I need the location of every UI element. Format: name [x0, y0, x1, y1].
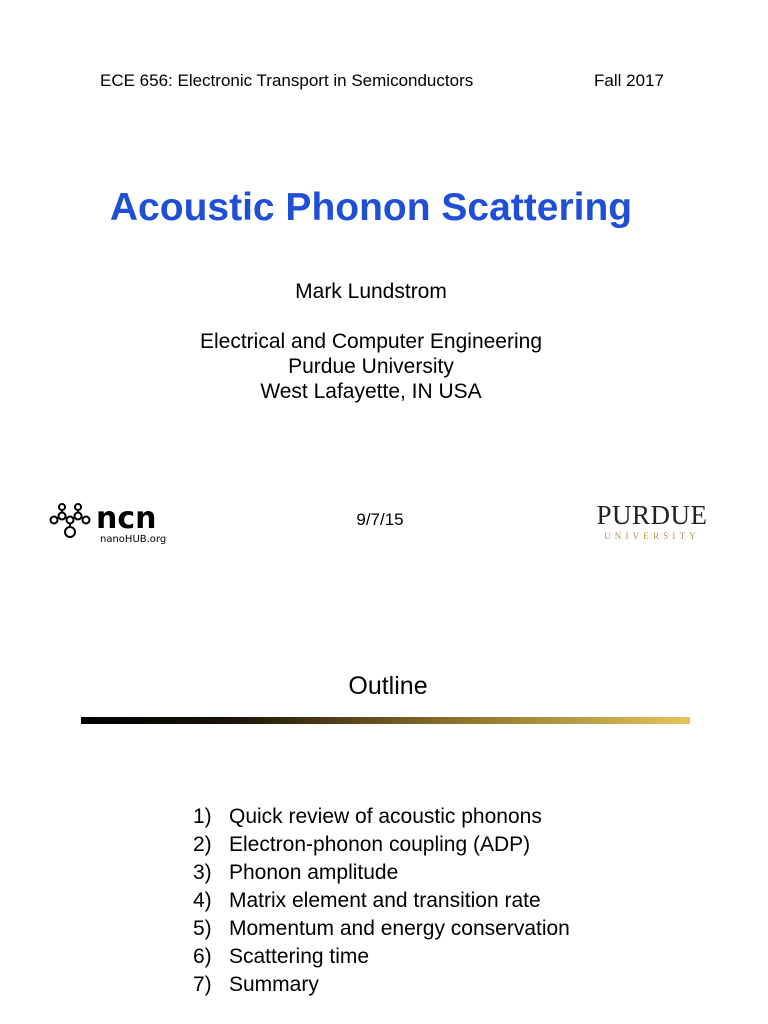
purdue-university-wordmark: UNIVERSITY	[604, 531, 700, 541]
outline-item-text: Summary	[229, 973, 319, 996]
outline-item-text: Scattering time	[229, 945, 370, 968]
outline-item-text: Matrix element and transition rate	[229, 889, 541, 912]
outline-divider	[81, 717, 690, 724]
outline-item-text: Quick review of acoustic phonons	[229, 805, 542, 828]
outline-item	[193, 887, 570, 915]
affiliation-block	[0, 329, 742, 404]
author-name: Mark Lundstrom	[295, 280, 447, 303]
outline-item	[193, 943, 570, 971]
affiliation-line-university: Purdue University	[288, 355, 454, 378]
affiliation-line-department: Electrical and Computer Engineering	[199, 330, 543, 353]
outline-item	[193, 803, 570, 831]
course-header: ECE 656: Electronic Transport in Semiconductors	[100, 71, 474, 90]
ncn-molecule-icon	[48, 498, 178, 546]
outline-item-number: 1)	[193, 805, 212, 828]
purdue-logo	[590, 500, 714, 544]
outline-item-text: Phonon amplitude	[229, 861, 399, 884]
affiliation-line-location: West Lafayette, IN USA	[260, 380, 482, 403]
nanohub-wordmark: nanoHUB.org	[100, 534, 167, 545]
term-header: Fall 2017	[594, 71, 664, 90]
outline-item-text: Momentum and energy conservation	[229, 917, 570, 940]
outline-item	[193, 915, 570, 943]
outline-heading: Outline	[348, 672, 428, 700]
outline-item-number: 7)	[193, 973, 212, 996]
outline-item-number: 3)	[193, 861, 212, 884]
ncn-wordmark: ncn	[96, 501, 157, 536]
ncn-nanohub-logo	[48, 498, 178, 546]
outline-item-number: 5)	[193, 917, 212, 940]
slide-title: Acoustic Phonon Scattering	[109, 186, 633, 229]
outline-list	[193, 803, 570, 999]
outline-item-text: Electron-phonon coupling (ADP)	[229, 833, 531, 856]
outline-item	[193, 859, 570, 887]
outline-item	[193, 831, 570, 859]
outline-item	[193, 971, 570, 999]
slide-date: 9/7/15	[356, 510, 404, 529]
outline-item-number: 6)	[193, 945, 212, 968]
purdue-wordmark: PURDUE	[596, 500, 708, 530]
outline-item-number: 4)	[193, 889, 212, 912]
outline-item-number: 2)	[193, 833, 212, 856]
